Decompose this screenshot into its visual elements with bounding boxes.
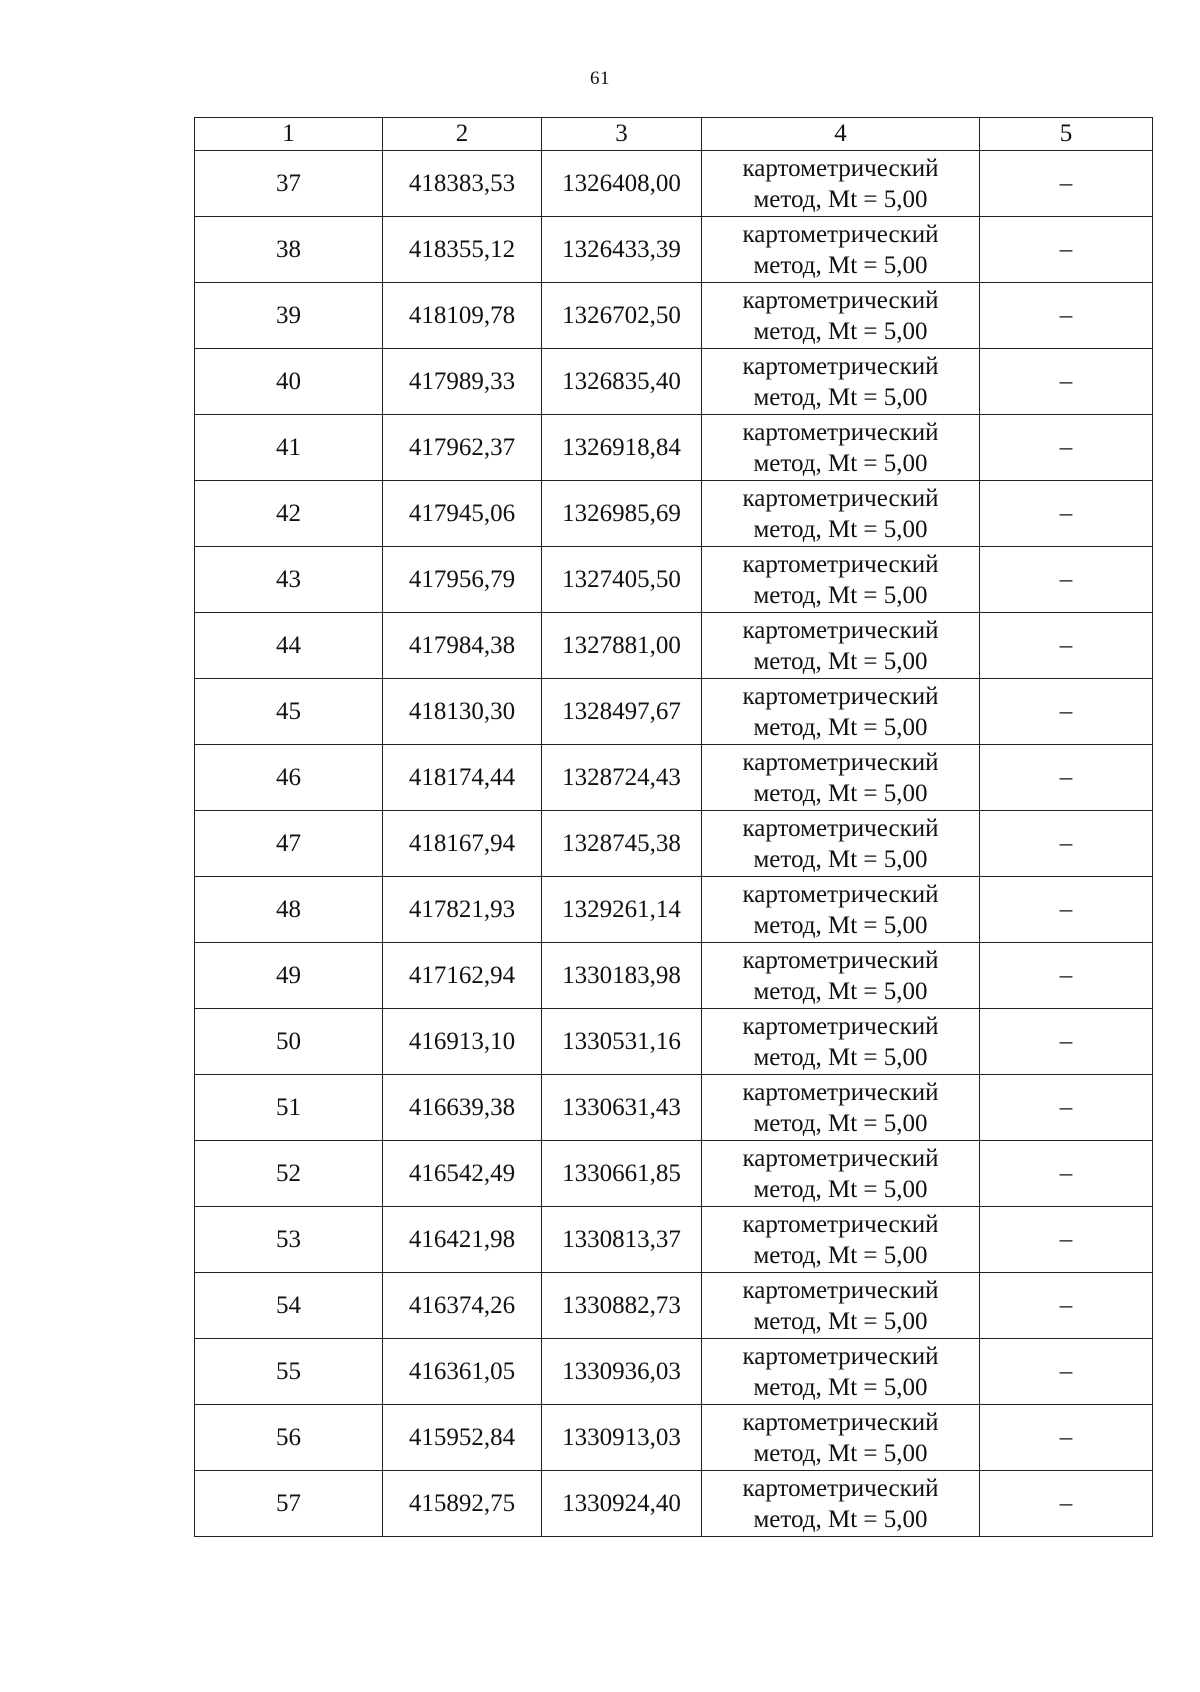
x-coordinate-cell: 416361,05 <box>383 1339 542 1405</box>
column-header-3: 3 <box>542 118 702 151</box>
table-row <box>195 1405 1153 1471</box>
note-cell: – <box>980 1471 1153 1537</box>
point-number-cell: 50 <box>195 1009 383 1075</box>
method-line-2: метод, Mt = 5,00 <box>753 383 928 411</box>
note-cell: – <box>980 877 1153 943</box>
y-coordinate-cell: 1330936,03 <box>542 1339 702 1405</box>
note-cell: – <box>980 547 1153 613</box>
x-coordinate-cell: 417956,79 <box>383 547 542 613</box>
table-row <box>195 679 1153 745</box>
method-line-2: метод, Mt = 5,00 <box>753 1175 928 1203</box>
method-line-1: картометрический <box>742 946 939 974</box>
method-cell <box>702 349 980 415</box>
method-line-2: метод, Mt = 5,00 <box>753 911 928 939</box>
table-row <box>195 217 1153 283</box>
table-row <box>195 943 1153 1009</box>
table-row <box>195 151 1153 217</box>
y-coordinate-cell: 1326433,39 <box>542 217 702 283</box>
y-coordinate-cell: 1326918,84 <box>542 415 702 481</box>
y-coordinate-cell: 1326835,40 <box>542 349 702 415</box>
method-line-1: картометрический <box>742 154 939 182</box>
method-line-1: картометрический <box>742 418 939 446</box>
page-number: 61 <box>590 68 610 89</box>
method-cell <box>702 1009 980 1075</box>
note-cell: – <box>980 1273 1153 1339</box>
method-cell <box>702 943 980 1009</box>
x-coordinate-cell: 418355,12 <box>383 217 542 283</box>
x-coordinate-cell: 416374,26 <box>383 1273 542 1339</box>
method-line-1: картометрический <box>742 616 939 644</box>
table-row <box>195 547 1153 613</box>
note-cell: – <box>980 1339 1153 1405</box>
note-cell: – <box>980 1075 1153 1141</box>
x-coordinate-cell: 416542,49 <box>383 1141 542 1207</box>
note-cell: – <box>980 1207 1153 1273</box>
point-number-cell: 53 <box>195 1207 383 1273</box>
method-line-2: метод, Mt = 5,00 <box>753 1307 928 1335</box>
x-coordinate-cell: 417962,37 <box>383 415 542 481</box>
method-line-1: картометрический <box>742 1210 939 1238</box>
table-row <box>195 745 1153 811</box>
y-coordinate-cell: 1326408,00 <box>542 151 702 217</box>
x-coordinate-cell: 417821,93 <box>383 877 542 943</box>
method-line-1: картометрический <box>742 1474 939 1502</box>
method-line-2: метод, Mt = 5,00 <box>753 449 928 477</box>
point-number-cell: 57 <box>195 1471 383 1537</box>
x-coordinate-cell: 418130,30 <box>383 679 542 745</box>
point-number-cell: 44 <box>195 613 383 679</box>
point-number-cell: 42 <box>195 481 383 547</box>
table-row <box>195 1339 1153 1405</box>
method-line-1: картометрический <box>742 814 939 842</box>
note-cell: – <box>980 349 1153 415</box>
method-line-1: картометрический <box>742 1078 939 1106</box>
table-row <box>195 1009 1153 1075</box>
method-line-2: метод, Mt = 5,00 <box>753 581 928 609</box>
y-coordinate-cell: 1328724,43 <box>542 745 702 811</box>
x-coordinate-cell: 418167,94 <box>383 811 542 877</box>
point-number-cell: 39 <box>195 283 383 349</box>
method-line-2: метод, Mt = 5,00 <box>753 1373 928 1401</box>
point-number-cell: 46 <box>195 745 383 811</box>
method-line-1: картометрический <box>742 880 939 908</box>
method-cell <box>702 283 980 349</box>
method-line-1: картометрический <box>742 682 939 710</box>
y-coordinate-cell: 1327881,00 <box>542 613 702 679</box>
x-coordinate-cell: 416913,10 <box>383 1009 542 1075</box>
method-line-1: картометрический <box>742 1342 939 1370</box>
method-line-1: картометрический <box>742 352 939 380</box>
method-line-1: картометрический <box>742 220 939 248</box>
table-row <box>195 1273 1153 1339</box>
method-cell <box>702 217 980 283</box>
method-line-2: метод, Mt = 5,00 <box>753 1439 928 1467</box>
point-number-cell: 48 <box>195 877 383 943</box>
point-number-cell: 41 <box>195 415 383 481</box>
method-cell <box>702 1273 980 1339</box>
y-coordinate-cell: 1328745,38 <box>542 811 702 877</box>
y-coordinate-cell: 1330882,73 <box>542 1273 702 1339</box>
method-line-2: метод, Mt = 5,00 <box>753 713 928 741</box>
table-row <box>195 613 1153 679</box>
point-number-cell: 49 <box>195 943 383 1009</box>
table-row <box>195 877 1153 943</box>
x-coordinate-cell: 416421,98 <box>383 1207 542 1273</box>
note-cell: – <box>980 283 1153 349</box>
column-header-4: 4 <box>702 118 980 151</box>
method-line-1: картометрический <box>742 550 939 578</box>
y-coordinate-cell: 1330813,37 <box>542 1207 702 1273</box>
table-row <box>195 811 1153 877</box>
method-cell <box>702 151 980 217</box>
note-cell: – <box>980 613 1153 679</box>
method-cell <box>702 547 980 613</box>
method-cell <box>702 1075 980 1141</box>
y-coordinate-cell: 1330924,40 <box>542 1471 702 1537</box>
method-line-2: метод, Mt = 5,00 <box>753 977 928 1005</box>
table-row <box>195 481 1153 547</box>
method-cell <box>702 1405 980 1471</box>
method-line-2: метод, Mt = 5,00 <box>753 1043 928 1071</box>
y-coordinate-cell: 1330661,85 <box>542 1141 702 1207</box>
method-line-2: метод, Mt = 5,00 <box>753 647 928 675</box>
x-coordinate-cell: 418109,78 <box>383 283 542 349</box>
table-header <box>195 118 1153 151</box>
method-cell <box>702 877 980 943</box>
y-coordinate-cell: 1330913,03 <box>542 1405 702 1471</box>
table-row <box>195 283 1153 349</box>
method-line-1: картометрический <box>742 1276 939 1304</box>
method-cell <box>702 481 980 547</box>
method-line-2: метод, Mt = 5,00 <box>753 1109 928 1137</box>
method-line-2: метод, Mt = 5,00 <box>753 1505 928 1533</box>
note-cell: – <box>980 1405 1153 1471</box>
method-line-1: картометрический <box>742 286 939 314</box>
column-header-2: 2 <box>383 118 542 151</box>
method-line-1: картометрический <box>742 748 939 776</box>
point-number-cell: 56 <box>195 1405 383 1471</box>
point-number-cell: 38 <box>195 217 383 283</box>
method-line-1: картометрический <box>742 1012 939 1040</box>
point-number-cell: 40 <box>195 349 383 415</box>
table-body <box>195 151 1153 1537</box>
method-cell <box>702 745 980 811</box>
table-row <box>195 1075 1153 1141</box>
x-coordinate-cell: 417989,33 <box>383 349 542 415</box>
method-cell <box>702 1141 980 1207</box>
x-coordinate-cell: 418174,44 <box>383 745 542 811</box>
method-line-2: метод, Mt = 5,00 <box>753 251 928 279</box>
y-coordinate-cell: 1330631,43 <box>542 1075 702 1141</box>
x-coordinate-cell: 417945,06 <box>383 481 542 547</box>
point-number-cell: 47 <box>195 811 383 877</box>
method-line-1: картометрический <box>742 1144 939 1172</box>
column-header-1: 1 <box>195 118 383 151</box>
point-number-cell: 55 <box>195 1339 383 1405</box>
x-coordinate-cell: 417162,94 <box>383 943 542 1009</box>
note-cell: – <box>980 1009 1153 1075</box>
method-cell <box>702 415 980 481</box>
note-cell: – <box>980 151 1153 217</box>
method-cell <box>702 613 980 679</box>
point-number-cell: 45 <box>195 679 383 745</box>
y-coordinate-cell: 1329261,14 <box>542 877 702 943</box>
note-cell: – <box>980 679 1153 745</box>
note-cell: – <box>980 217 1153 283</box>
table-row <box>195 415 1153 481</box>
x-coordinate-cell: 418383,53 <box>383 151 542 217</box>
method-cell <box>702 1339 980 1405</box>
table-row <box>195 349 1153 415</box>
method-line-2: метод, Mt = 5,00 <box>753 185 928 213</box>
note-cell: – <box>980 1141 1153 1207</box>
method-line-2: метод, Mt = 5,00 <box>753 515 928 543</box>
point-number-cell: 43 <box>195 547 383 613</box>
x-coordinate-cell: 415892,75 <box>383 1471 542 1537</box>
y-coordinate-cell: 1326702,50 <box>542 283 702 349</box>
column-header-5: 5 <box>980 118 1153 151</box>
method-line-1: картометрический <box>742 484 939 512</box>
note-cell: – <box>980 745 1153 811</box>
x-coordinate-cell: 416639,38 <box>383 1075 542 1141</box>
coordinates-table <box>194 117 1153 1537</box>
method-cell <box>702 1207 980 1273</box>
method-cell <box>702 1471 980 1537</box>
point-number-cell: 52 <box>195 1141 383 1207</box>
y-coordinate-cell: 1330183,98 <box>542 943 702 1009</box>
method-line-1: картометрический <box>742 1408 939 1436</box>
y-coordinate-cell: 1327405,50 <box>542 547 702 613</box>
note-cell: – <box>980 943 1153 1009</box>
note-cell: – <box>980 481 1153 547</box>
x-coordinate-cell: 417984,38 <box>383 613 542 679</box>
point-number-cell: 37 <box>195 151 383 217</box>
method-line-2: метод, Mt = 5,00 <box>753 1241 928 1269</box>
point-number-cell: 54 <box>195 1273 383 1339</box>
method-line-2: метод, Mt = 5,00 <box>753 779 928 807</box>
method-cell <box>702 679 980 745</box>
table-row <box>195 1141 1153 1207</box>
method-line-2: метод, Mt = 5,00 <box>753 845 928 873</box>
point-number-cell: 51 <box>195 1075 383 1141</box>
method-line-2: метод, Mt = 5,00 <box>753 317 928 345</box>
table-row <box>195 1207 1153 1273</box>
table-row <box>195 1471 1153 1537</box>
y-coordinate-cell: 1328497,67 <box>542 679 702 745</box>
y-coordinate-cell: 1330531,16 <box>542 1009 702 1075</box>
note-cell: – <box>980 811 1153 877</box>
header-row <box>195 118 1153 151</box>
method-cell <box>702 811 980 877</box>
x-coordinate-cell: 415952,84 <box>383 1405 542 1471</box>
note-cell: – <box>980 415 1153 481</box>
y-coordinate-cell: 1326985,69 <box>542 481 702 547</box>
